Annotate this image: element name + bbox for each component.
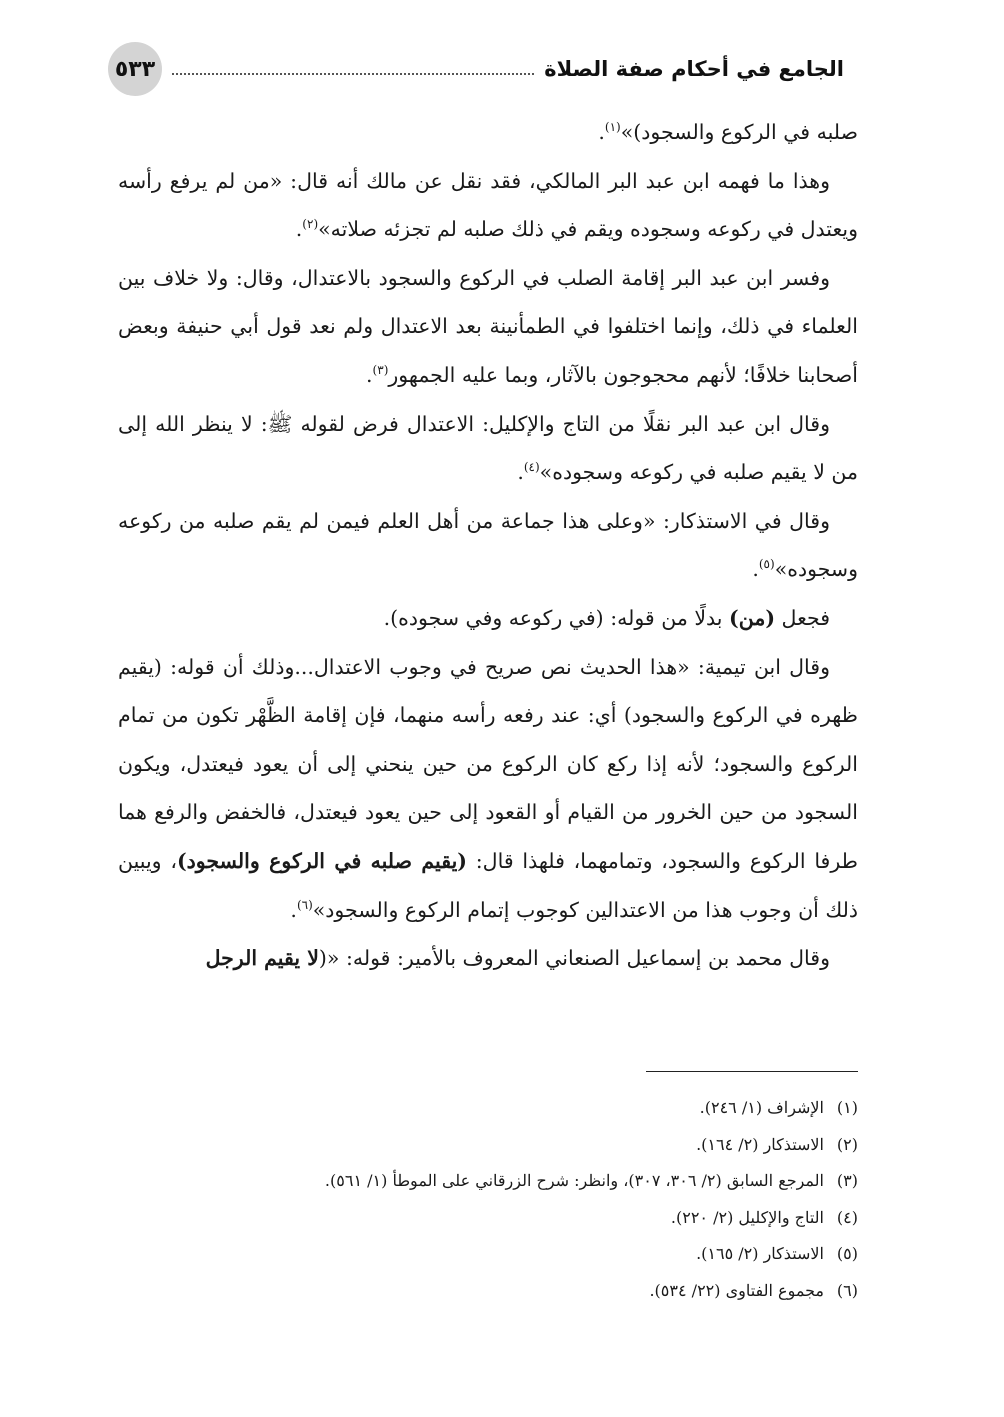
paragraph (118, 400, 858, 497)
paragraph (118, 643, 858, 935)
header-dot-leader (172, 73, 534, 75)
footnote-ref: (٤) (523, 460, 540, 475)
footnote (160, 1236, 858, 1273)
text-run: فجعل (775, 605, 830, 630)
footnote-number: (٢) (836, 1134, 858, 1154)
text-run: وفسر ابن عبد البر إقامة الصلب في الركوع والسجود بالاعتدال، وقال: ولا خلاف بين العلماء في ذلك، وإنما اختلفوا في الطمأنينة بعد الاعتدال ولم نعد قول أبي حنيفة وبعض أصحابنا خلافًا؛ لأنهم محجوجون بالآثار، وبما عليه الجمهور (118, 265, 858, 387)
footnote-number: (٤) (836, 1207, 858, 1227)
footnote-number: (١) (836, 1098, 858, 1117)
text-run: وقال ابن تيمية: «هذا الحديث نص صريح في وجوب الاعتدال...وذلك أن قوله: (يقيم ظهره في الركوع والسجود) أي: عند رفعه رأسه منهما، فإن إقامة الظَّهْر تكون من تمام الركوع والسجود؛ لأنه إذا ركع كان الركوع من حين ينحني إلى أن يعود فيعتدل، ويكون السجود من حين الخرور من القيام أو القعود إلى حين يعود فيعتدل، فالخفض والرفع هما طرفا الركوع والسجود، وتمامهما، فلهذا قال: (118, 654, 858, 873)
text-run: . (752, 557, 759, 582)
footnote-number: (٥) (836, 1244, 858, 1264)
paragraph (118, 108, 858, 157)
footnote-ref: (٦) (296, 897, 313, 912)
footnote (160, 1273, 858, 1310)
footnote-text: المرجع السابق (٢/ ٣٠٦، ٣٠٧)، وانظر: شرح الزرقاني على الموطأ (١/ ٥٦١). (324, 1171, 824, 1191)
text-run: وقال ابن عبد البر نقلًا من التاج والإكليل: الاعتدال فرض لقوله ﷺ: لا ينظر الله إلى من لا يقيم صلبه في ركوعه وسجوده» (118, 411, 858, 485)
text-run: . (295, 217, 303, 242)
paragraph (118, 254, 858, 400)
footnote-text: الاستذكار (٢/ ١٦٥). (696, 1244, 824, 1264)
footnotes (160, 1090, 858, 1310)
footnote (160, 1200, 858, 1237)
footnote-text: التاج والإكليل (٢/ ٢٢٠). (670, 1207, 824, 1227)
paragraph (118, 497, 858, 594)
footnote-ref: (٢) (302, 217, 319, 232)
footnote-ref: (٥) (758, 557, 775, 572)
footnote-text: الإشراف (١/ ٢٤٦). (699, 1098, 824, 1117)
text-run: صلبه في الركوع والسجود)» (620, 120, 858, 144)
book-title: الجامع في أحكام صفة الصلاة (544, 57, 844, 81)
text-run: . (290, 897, 297, 922)
footnote-separator (646, 1071, 858, 1072)
text-run: وقال محمد بن إسماعيل الصنعاني المعروف بالأمير: قوله: «( (318, 946, 830, 971)
text-run: . (366, 362, 373, 387)
text-run: وهذا ما فهمه ابن عبد البر المالكي، فقد نقل عن مالك أنه قال: «من لم يرفع رأسه ويعتدل في ركوعه وسجوده ويقم في ذلك صلبه لم تجزئه صلاته» (118, 168, 858, 242)
page-number-badge: ٥٣٣ (108, 42, 162, 96)
footnote (160, 1127, 858, 1164)
text-run: بدلًا من قوله: (في ركوعه وفي سجوده). (383, 605, 730, 630)
footnote-text: الاستذكار (٢/ ١٦٤). (696, 1134, 824, 1154)
footnote-number: (٣) (836, 1171, 858, 1191)
footnote (160, 1090, 858, 1127)
text-run: . (517, 460, 524, 485)
text-run: . (598, 120, 605, 144)
footnote (160, 1163, 858, 1200)
text-run: وقال في الاستذكار: «وعلى هذا جماعة من أهل العلم فيمن لم يقم صلبه من ركوعه وسجوده» (118, 508, 858, 582)
bold-text: (من) (729, 605, 776, 630)
running-header (108, 44, 844, 94)
footnote-number: (٦) (836, 1280, 858, 1300)
text-run: ، ويبين ذلك أن وجوب هذا من الاعتدالين كوجوب إتمام الركوع والسجود» (118, 848, 858, 922)
paragraph (118, 934, 858, 983)
paragraph (118, 594, 858, 643)
bold-text: (يقيم صلبه في الركوع والسجود) (176, 848, 467, 873)
footnote-text: مجموع الفتاوى (٢٢/ ٥٣٤). (649, 1280, 824, 1300)
bold-text: لا يقيم الرجل (205, 946, 319, 971)
footnote-ref: (١) (604, 120, 621, 135)
footnote-ref: (٣) (372, 363, 389, 378)
paragraph (118, 157, 858, 254)
main-text (118, 108, 858, 983)
